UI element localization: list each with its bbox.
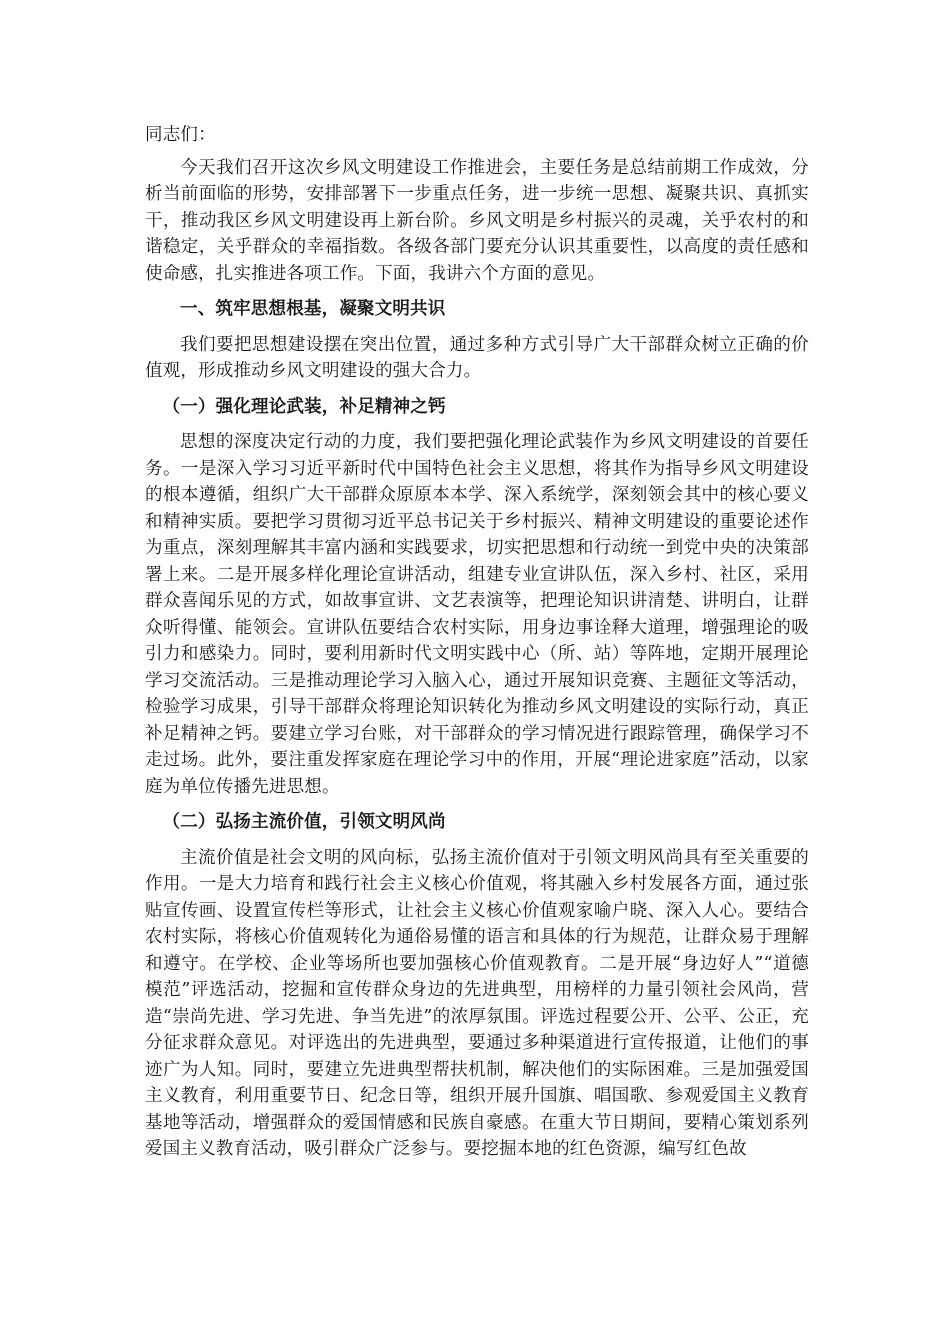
section-1-intro-paragraph: 我们要把思想建设摆在突出位置，通过多种方式引导广大干部群众树立正确的价值观，形成推动乡风文明建设的强大合力。: [145, 334, 809, 381]
section-heading-1: 一、筑牢思想根基，凝聚文明共识: [180, 299, 446, 319]
subsection-1-paragraph: 思想的深度决定行动的力度，我们要把强化理论武装作为乡风文明建设的首要任务。一是深入学习习近平新时代中国特色社会主义思想，将其作为指导乡风文明建设的根本遵循，组织广大干部群众原原本本学、深入系统学，深刻领会其中的核心要义和精神实质。要把学习贯彻习近平总书记关于乡村振兴、精神文明建设的重要论述作为重点，深刻理解其丰富内涵和实践要求，切实把思想和行动统一到党中央的决策部署上来。二是开展多样化理论宣讲活动，组建专业宣讲队伍，深入乡村、社区，采用群众喜闻乐见的方式，如故事宣讲、文艺表演等，把理论知识讲清楚、讲明白，让群众听得懂、能领会。宣讲队伍要结合农村实际，用身边事诠释大道理，增强理论的吸引力和感染力。同时，要利用新时代文明实践中心（所、站）等阵地，定期开展理论学习交流活动。三是推动理论学习入脑入心，通过开展知识竞赛、主题征文等活动，检验学习成果，引导干部群众将理论知识转化为推动乡风文明建设的实际行动，真正补足精神之钙。要建立学习台账，对干部群众的学习情况进行跟踪管理，确保学习不走过场。此外，要注重发挥家庭在理论学习中的作用，开展“理论进家庭”活动，以家庭为单位传播先进思想。: [145, 432, 809, 797]
subsection-heading-1: （一）强化理论武装，补足精神之钙: [162, 396, 446, 417]
subsection-heading-2: （二）弘扬主流价值，引领文明风尚: [162, 812, 446, 832]
document-body: [145, 122, 809, 1172]
subsection-2-paragraph: 主流价值是社会文明的风向标，弘扬主流价值对于引领文明风尚具有至关重要的作用。一是大力培育和践行社会主义核心价值观，将其融入乡村发展各方面，通过张贴宣传画、设置宣传栏等形式，让社会主义核心价值观家喻户晓、深入人心。要结合农村实际，将核心价值观转化为通俗易懂的语言和具体的行为规范，让群众易于理解和遵守。在学校、企业等场所也要加强核心价值观教育。二是开展“身边好人”“道德模范”评选活动，挖掘和宣传群众身边的先进典型，用榜样的力量引领社会风尚，营造“崇尚先进、学习先进、争当先进”的浓厚氛围。评选过程要公开、公平、公正，充分征求群众意见。对评选出的先进典型，要通过多种渠道进行宣传报道，让他们的事迹广为人知。同时，要建立先进典型帮扶机制，解决他们的实际困难。三是加强爱国主义教育，利用重要节日、纪念日等，组织开展升国旗、唱国歌、参观爱国主义教育基地等活动，增强群众的爱国情感和民族自豪感。在重大节日期间，要精心策划系列爱国主义教育活动，吸引群众广泛参与。要挖掘本地的红色资源，编写红色故: [145, 847, 809, 1159]
intro-paragraph: 今天我们召开这次乡风文明建设工作推进会，主要任务是总结前期工作成效，分析当前面临的形势，安排部署下一步重点任务，进一步统一思想、凝聚共识、真抓实干，推动我区乡风文明建设再上新台阶。乡风文明是乡村振兴的灵魂，关乎农村的和谐稳定，关乎群众的幸福指数。各级各部门要充分认识其重要性，以高度的责任感和使命感，扎实推进各项工作。下面，我讲六个方面的意见。: [145, 157, 809, 284]
salutation: 同志们：: [145, 125, 216, 145]
